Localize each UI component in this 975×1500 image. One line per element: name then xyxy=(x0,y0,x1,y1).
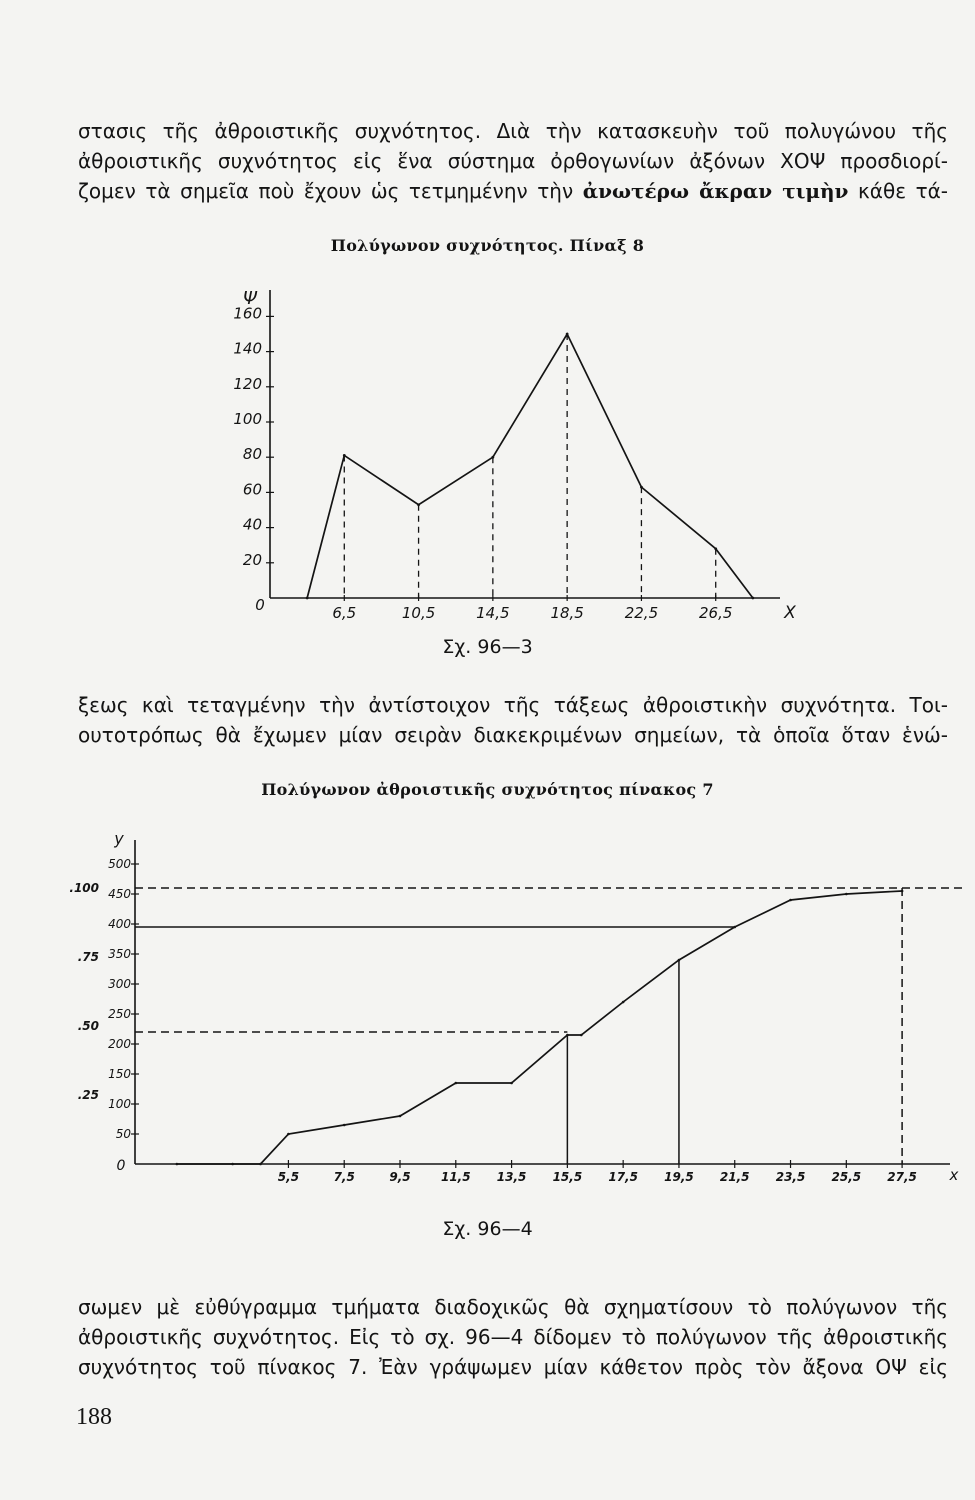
data-point xyxy=(733,926,736,929)
x-tick-label: 9,5 xyxy=(389,1170,411,1184)
x-tick-label: 27,5 xyxy=(887,1170,917,1184)
data-point xyxy=(231,1163,234,1166)
data-point xyxy=(399,1115,402,1118)
y-tick-label: 250 xyxy=(108,1007,131,1021)
x-tick-label: 5,5 xyxy=(277,1170,300,1184)
x-tick-label: 13,5 xyxy=(496,1170,527,1184)
text-line: ἀθροιστικῆς συχνότητος. Εἰς τὸ σχ. 96—4 δίδομεν τὸ πολύγωνον τῆς ἀθροιστικῆς xyxy=(78,1325,948,1349)
y-tick-label: 400 xyxy=(108,917,131,931)
proportion-tick-label: .100 xyxy=(69,881,99,895)
x-tick-label: 17,5 xyxy=(608,1170,638,1184)
data-point xyxy=(491,456,494,459)
data-point xyxy=(287,1133,290,1136)
data-point xyxy=(566,333,569,336)
y-tick-label: 200 xyxy=(108,1037,131,1051)
data-point xyxy=(789,899,792,902)
text-line: στασις τῆς ἀθροιστικῆς συχνότητος. Διὰ τὴν κατασκευὴν τοῦ πολυγώνου τῆς xyxy=(78,119,948,143)
page-number: 188 xyxy=(76,1404,112,1430)
frequency-polygon-line xyxy=(307,334,753,598)
data-point xyxy=(510,1082,513,1085)
x-tick-label: 14,5 xyxy=(476,604,510,622)
proportion-tick-label: .75 xyxy=(77,950,99,964)
x-tick-label: 26,5 xyxy=(699,604,733,622)
x-tick-label: 7,5 xyxy=(333,1170,355,1184)
x-tick-label: 21,5 xyxy=(719,1170,750,1184)
y-tick-label: 60 xyxy=(242,480,262,499)
x-axis-label: x xyxy=(949,1166,959,1184)
data-point xyxy=(343,1124,346,1127)
y-tick-label: 50 xyxy=(115,1127,131,1141)
x-axis-label: Χ xyxy=(784,603,796,623)
paragraph-top xyxy=(78,116,948,206)
paragraph-middle xyxy=(78,690,948,750)
text-segment: ζομεν τὰ σημεῖα ποὺ ἔχουν ὡς τετμημένην τὴν xyxy=(78,179,574,203)
data-point xyxy=(566,1034,569,1037)
origin-label: 0 xyxy=(116,1158,126,1174)
data-point xyxy=(714,547,717,550)
text-line: ουτοτρόπως θὰ ἔχωμεν μίαν σειρὰν διακεκριμένων σημείων, τὰ ὁποῖα ὅταν ἑνώ- xyxy=(78,723,948,747)
x-tick-label: 25,5 xyxy=(831,1170,862,1184)
x-tick-label: 15,5 xyxy=(552,1170,583,1184)
y-tick-label: 350 xyxy=(108,947,131,961)
text-segment: κάθε τά- xyxy=(858,179,949,203)
figure-title-2: Πολύγωνον ἀθροιστικῆς συχνότητος πίνακος 7 xyxy=(261,780,714,799)
data-point xyxy=(678,959,681,962)
data-point xyxy=(417,503,420,506)
y-tick-label: 450 xyxy=(108,887,131,901)
data-point xyxy=(306,597,309,600)
data-point xyxy=(640,486,643,489)
y-tick-label: 100 xyxy=(108,1097,131,1111)
data-point xyxy=(751,597,754,600)
x-tick-label: 18,5 xyxy=(550,604,584,622)
proportion-tick-label: .25 xyxy=(77,1088,99,1102)
y-tick-label: 20 xyxy=(242,550,262,569)
data-point xyxy=(259,1163,262,1166)
text-line: ξεως καὶ τεταγμένην τὴν ἀντίστοιχον τῆς τάξεως ἀθροιστικὴν συχνότητα. Τοι- xyxy=(78,693,948,717)
origin-label: 0 xyxy=(255,596,265,614)
data-point xyxy=(343,454,346,457)
x-tick-label: 23,5 xyxy=(775,1170,806,1184)
paragraph-bottom xyxy=(78,1292,948,1382)
y-tick-label: 160 xyxy=(233,304,262,323)
y-tick-label: 40 xyxy=(242,515,262,534)
text-line: συχνότητος τοῦ πίνακος 7. Ἐὰν γράψωμεν μίαν κάθετον πρὸς τὸν ἄξονα ΟΨ εἰς xyxy=(78,1355,948,1379)
data-point xyxy=(901,890,904,893)
data-point xyxy=(845,893,848,896)
data-point xyxy=(454,1082,457,1085)
y-tick-label: 120 xyxy=(233,374,262,393)
figure-title-1: Πολύγωνον συχνότητος. Πίναξ 8 xyxy=(330,236,645,255)
cumulative-frequency-polygon-chart xyxy=(0,820,975,1200)
emphasis-text: ἀνωτέρω ἄκραν τιμὴν xyxy=(582,179,849,203)
cumulative-polygon-line xyxy=(177,891,902,1164)
data-point xyxy=(622,1001,625,1004)
x-tick-label: 10,5 xyxy=(401,604,436,622)
data-point xyxy=(176,1163,179,1166)
x-tick-label: 11,5 xyxy=(440,1170,471,1184)
text-line-with-emphasis xyxy=(78,176,948,206)
y-tick-label: 150 xyxy=(108,1067,131,1081)
y-axis-label: Ψ xyxy=(242,288,258,309)
y-tick-label: 300 xyxy=(108,977,131,991)
y-tick-label: 80 xyxy=(242,445,262,464)
data-point xyxy=(580,1034,583,1037)
frequency-polygon-chart xyxy=(0,270,975,650)
figure-caption-1: Σχ. 96—3 xyxy=(442,636,533,658)
figure-caption-2: Σχ. 96—4 xyxy=(442,1218,533,1240)
x-tick-label: 19,5 xyxy=(664,1170,694,1184)
x-tick-label: 22,5 xyxy=(624,604,659,622)
text-line: σωμεν μὲ εὐθύγραμμα τμήματα διαδοχικῶς θὰ σχηματίσουν τὸ πολύγωνον τῆς xyxy=(78,1295,948,1319)
y-tick-label: 140 xyxy=(233,339,262,358)
proportion-tick-label: .50 xyxy=(77,1019,99,1033)
text-line: ἀθροιστικῆς συχνότητος εἰς ἕνα σύστημα ὀρθογωνίων ἀξόνων ΧΟΨ προσδιορί- xyxy=(78,149,948,173)
x-tick-label: 6,5 xyxy=(332,604,357,622)
y-tick-label: 500 xyxy=(108,857,131,871)
y-axis-label: y xyxy=(114,829,124,848)
y-tick-label: 100 xyxy=(233,410,262,428)
